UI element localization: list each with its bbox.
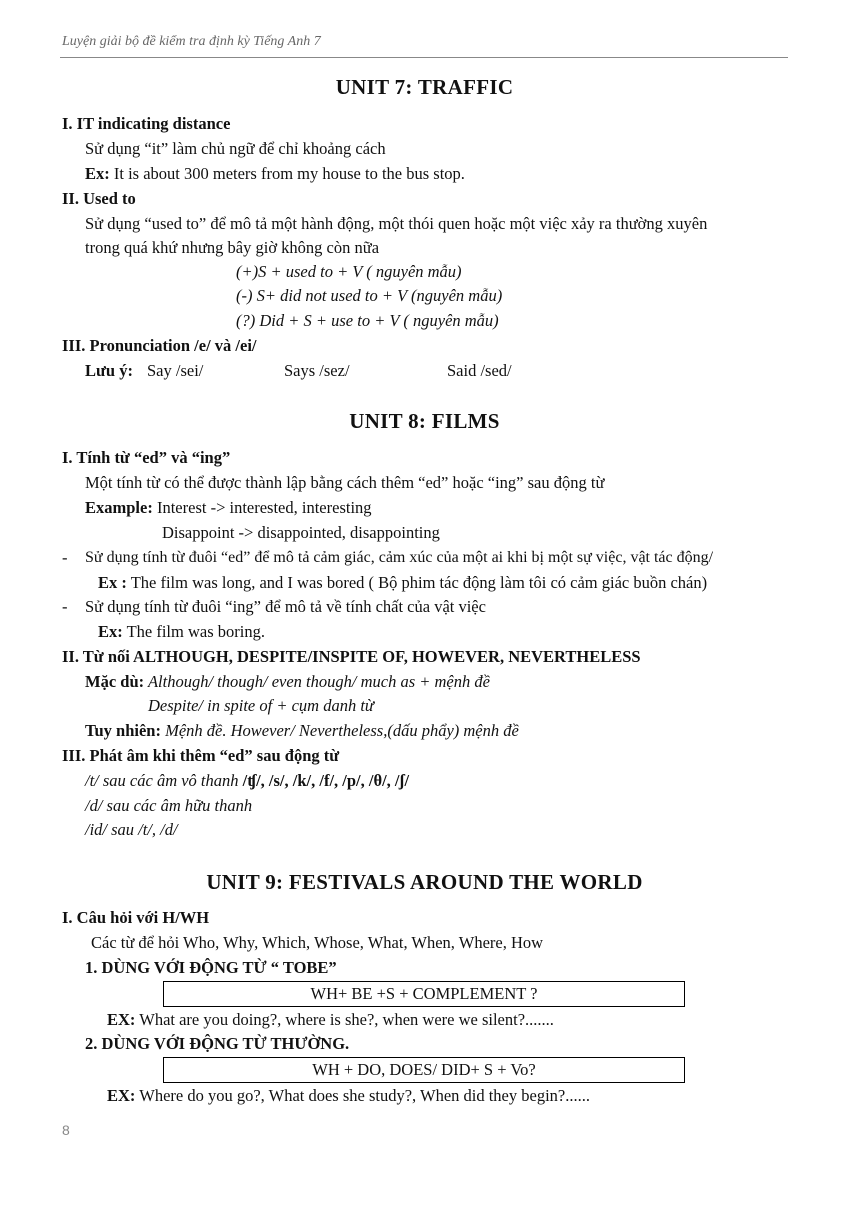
unit8-bullet-ed: Sử dụng tính từ đuôi “ed” để mô tả cảm giác, cảm xúc của một ai khi bị một sự việc, vật tác động/ [85,549,714,566]
example-text: What are you doing?, where is she?, when were we silent?....... [135,1010,554,1029]
example-text: The film was boring. [122,622,265,641]
unit8-however-line [85,723,519,740]
although-text: Although/ though/ even though/ much as + mệnh đề [144,672,490,691]
unit8-section3-heading: III. Phát âm khi thêm “ed” sau động từ [62,746,340,765]
unit8-bullet-ing-example [98,624,265,641]
pronunciation-note-label: Lưu ý: [85,361,133,380]
used-to-formula-negative: (-) S+ did not used to + V (nguyên mẫu) [236,286,503,305]
example-label: Ex : [98,573,127,592]
unit8-bullet-ing: Sử dụng tính từ đuôi “ing” để mô tả về tính chất của vật việc [85,597,486,616]
unit9-example-ordinary [107,1088,590,1105]
bullet-dash: - [62,548,68,567]
unit8-section1-desc: Một tính từ có thể được thành lập bằng cách thêm “ed” hoặc “ing” sau động từ [85,473,605,492]
page-number: 8 [62,1122,70,1138]
unit9-subheading-ordinary: 2. DÙNG VỚI ĐỘNG TỪ THƯỜNG. [85,1034,350,1053]
unit7-title: UNIT 7: TRAFFIC [335,75,514,99]
unit8-ed-rule-id: /id/ sau /t/, /d/ [85,820,178,839]
unit8-example-line1 [85,500,372,517]
unit8-section2-heading: II. Từ nối ALTHOUGH, DESPITE/INSPITE OF, HOWEVER, NEVERTHELESS [62,647,641,666]
pronunciation-word-says: Says /sez/ [284,361,350,380]
unit7-section1-heading: I. IT indicating distance [62,114,231,133]
unit9-section1-desc: Các từ để hỏi Who, Why, Which, Whose, What, When, Where, How [91,933,544,952]
unit7-section2-heading: II. Used to [62,189,136,208]
unit9-example-tobe [107,1012,554,1029]
unit8-section1-heading: I. Tính từ “ed” và “ing” [62,448,231,467]
unit9-title: UNIT 9: FESTIVALS AROUND THE WORLD [206,870,643,894]
formula-box-ordinary: WH + DO, DOES/ DID+ S + Vo? [163,1057,685,1083]
used-to-formula-question: (?) Did + S + use to + V ( nguyên mẫu) [236,311,499,330]
pronunciation-word-said: Said /sed/ [447,361,512,380]
example-text: The film was long, and I was bored ( Bộ phim tác động làm tôi có cảm giác buồn chán) [126,573,708,592]
although-label: Mặc dù: [85,672,145,691]
however-label: Tuy nhiên: [85,721,161,740]
unit7-section3-heading: III. Pronunciation /e/ và /ei/ [62,336,257,355]
rule-t-sounds: /ʧ/, /s/, /k/, /f/, /p/, /θ/, /ʃ/ [242,771,410,790]
example-text: Where do you go?, What does she study?, When did they begin?...... [135,1086,590,1105]
unit8-ed-rule-d: /d/ sau các âm hữu thanh [85,796,253,815]
unit9-section1-heading: I. Câu hỏi với H/WH [62,908,210,927]
example-text: Interest -> interested, interesting [152,498,372,517]
example-label: EX: [107,1010,136,1029]
unit8-ed-rule-t [85,773,409,790]
example-text: It is about 300 meters from my house to the bus stop. [109,164,465,183]
unit7-section1-example [85,166,465,183]
unit8-although-line [85,674,490,691]
formula-box-tobe: WH+ BE +S + COMPLEMENT ? [163,981,685,1007]
unit8-bullet-ed-example [98,575,707,592]
unit9-subheading-tobe: 1. DÙNG VỚI ĐỘNG TỪ “ TOBE” [85,958,337,977]
unit7-section2-desc-line1: Sử dụng “used to” để mô tả một hành động, một thói quen hoặc một việc xảy ra thường xuyên [85,214,708,233]
rule-t-text: /t/ sau các âm vô thanh [85,771,243,790]
running-header: Luyện giải bộ đề kiểm tra định kỳ Tiếng Anh 7 [62,34,321,49]
example-label: EX: [107,1086,136,1105]
unit8-example-line2: Disappoint -> disappointed, disappointing [162,523,440,542]
pronunciation-word-say: Say /sei/ [147,361,204,380]
example-label: Ex: [98,622,123,641]
bullet-dash: - [62,597,68,616]
example-label: Ex: [85,164,110,183]
example-label: Example: [85,498,153,517]
used-to-formula-positive: (+)S + used to + V ( nguyên mẫu) [236,262,462,281]
however-text: Mệnh đề. However/ Nevertheless,(dấu phẩy) mệnh đề [160,721,519,740]
unit8-despite-line: Despite/ in spite of + cụm danh từ [148,696,374,715]
unit7-section1-desc: Sử dụng “it” làm chủ ngữ để chỉ khoảng cách [85,139,386,158]
unit7-section2-desc-line2: trong quá khứ nhưng bây giờ không còn nữa [85,238,380,257]
unit8-title: UNIT 8: FILMS [349,409,500,433]
header-rule [60,57,788,58]
